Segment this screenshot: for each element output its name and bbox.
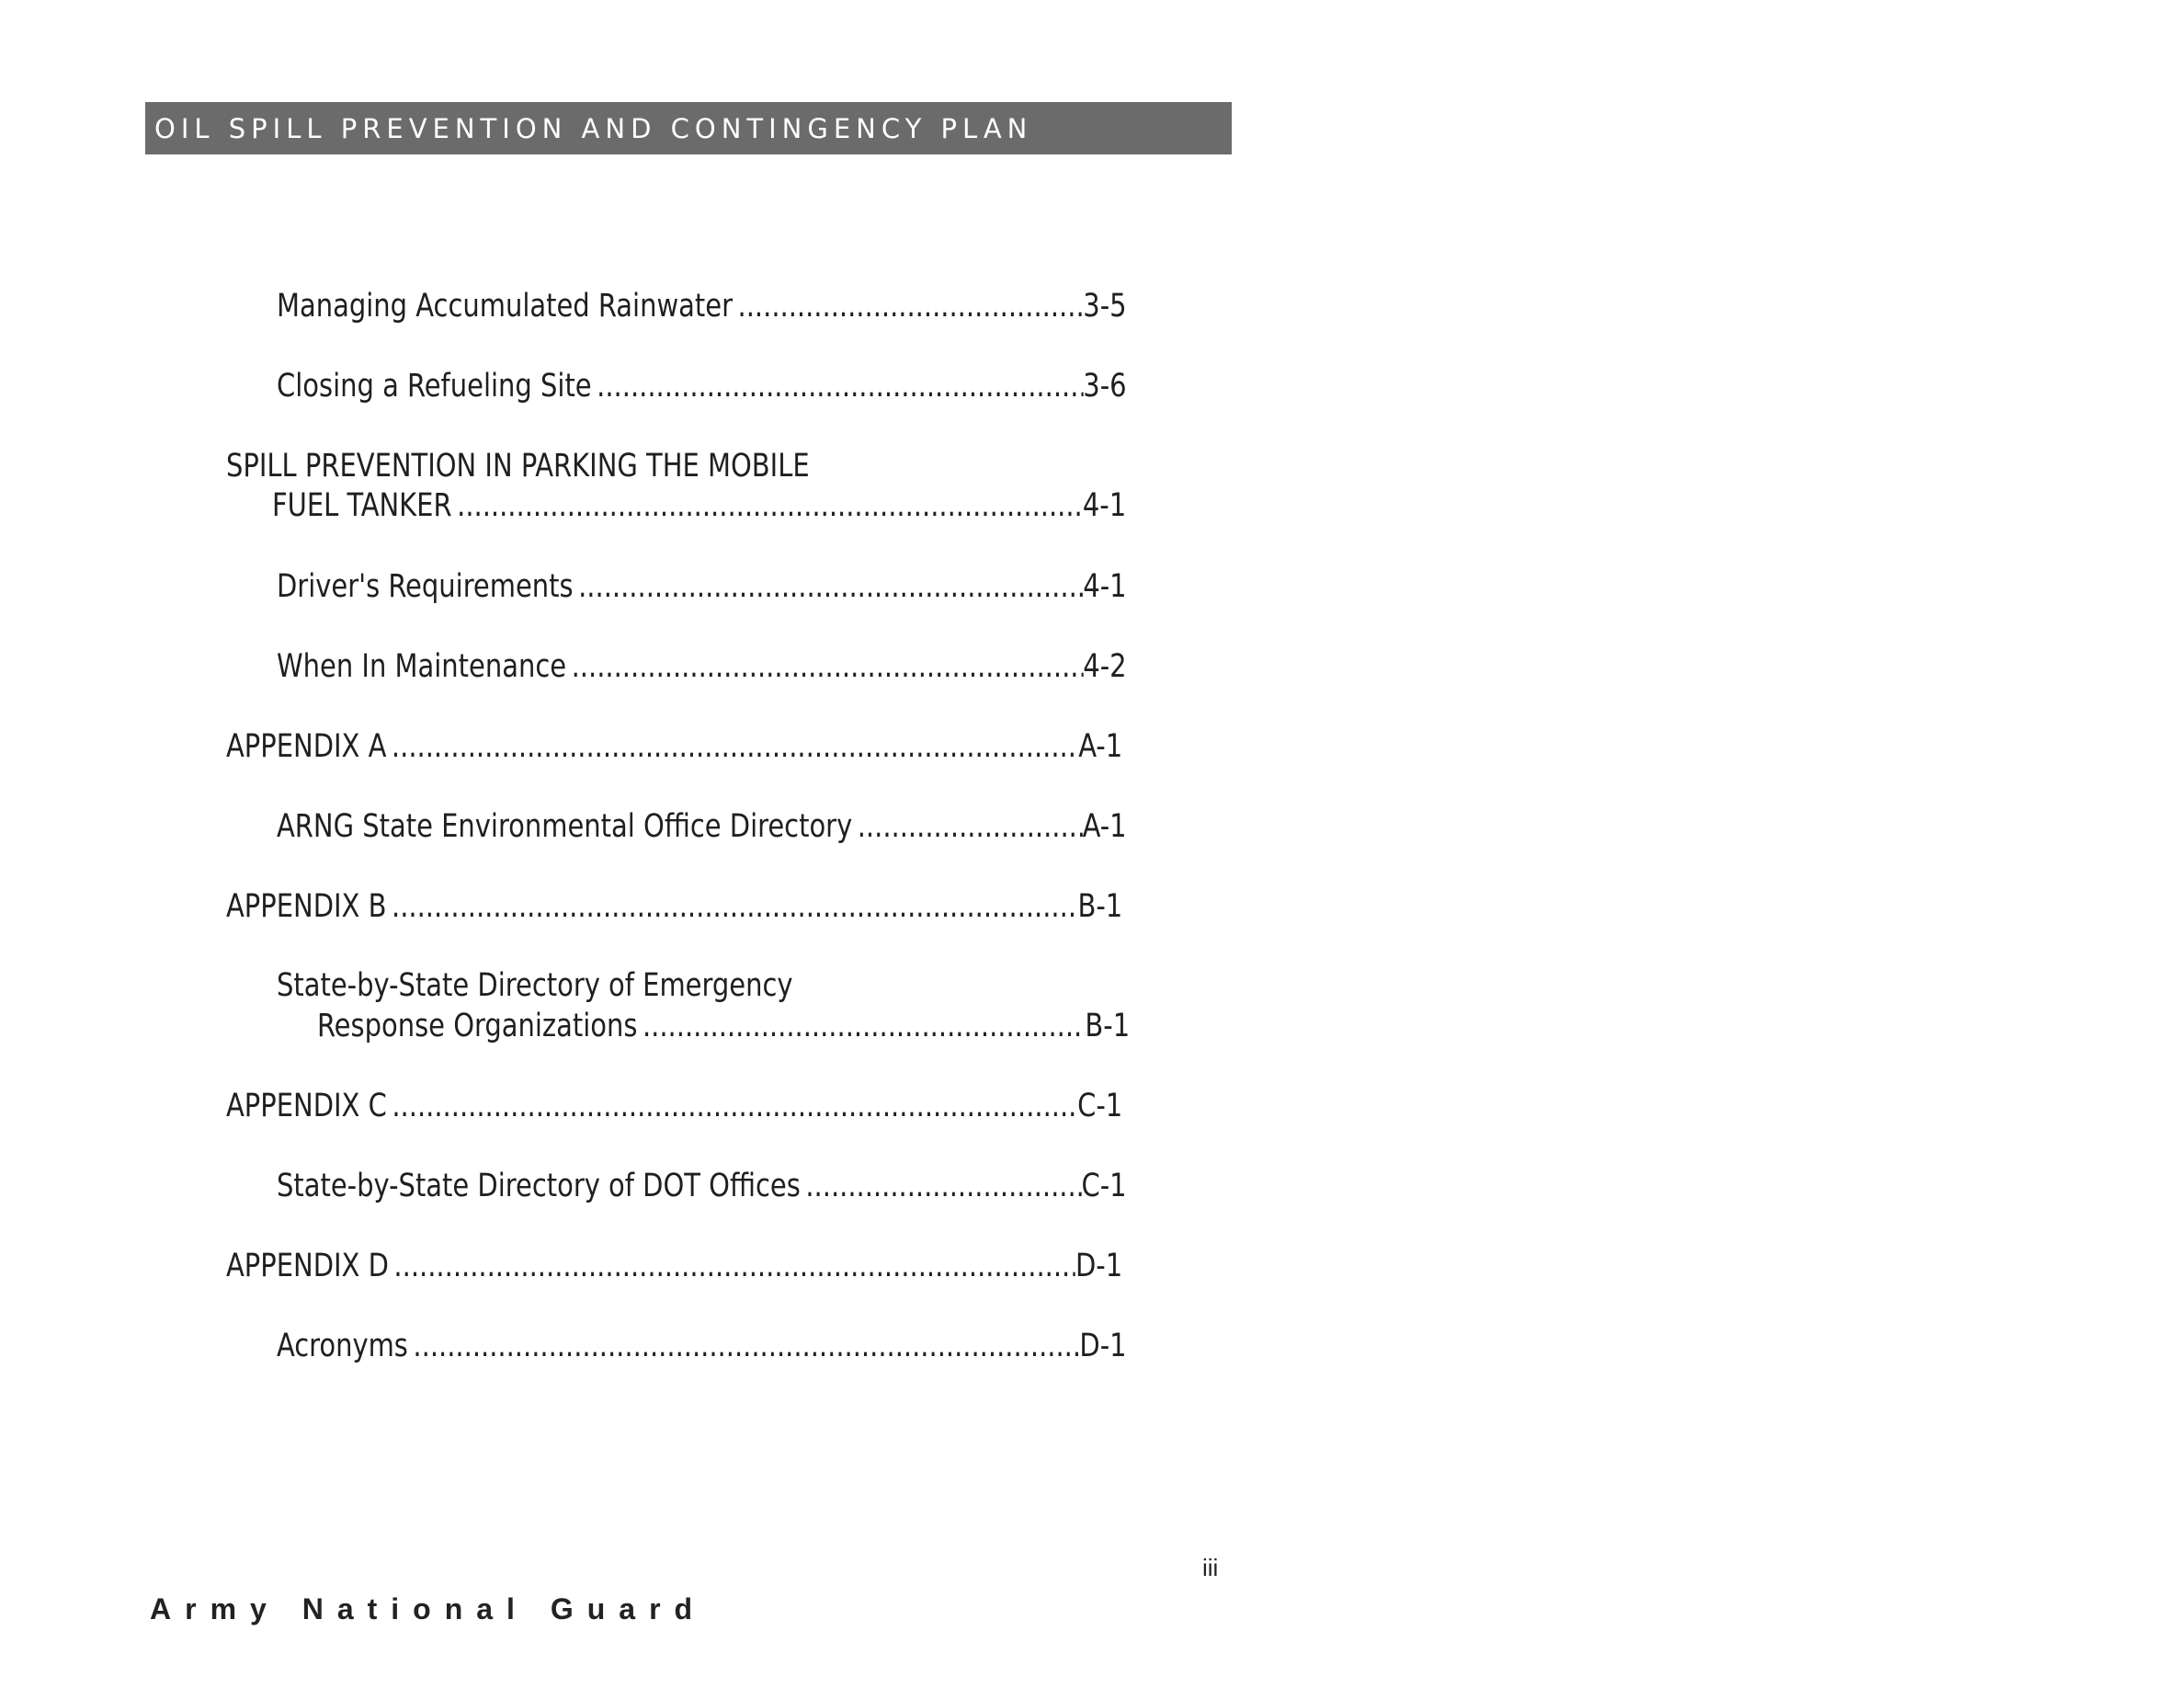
toc-entry-label: Response Organizations (317, 1008, 638, 1044)
toc-entry-page: C-1 (1077, 1088, 1123, 1124)
toc-entry-label: APPENDIX B (226, 888, 387, 925)
toc-entry-label: State-by-State Directory of DOT Offices (277, 1168, 801, 1204)
toc-entry-appendix-b[interactable] (226, 886, 1122, 927)
toc-entry-emergency-directory-line1[interactable]: State-by-State Directory of Emergency (277, 967, 793, 1004)
toc-entry-page: 4-1 (1083, 568, 1127, 605)
dot-leader (386, 726, 1078, 767)
header-bar (145, 102, 1232, 154)
toc-entry-page: D-1 (1079, 1328, 1127, 1364)
toc-entry-dot-directory[interactable] (277, 1166, 1127, 1206)
toc-entry-emergency-directory[interactable] (317, 1006, 1130, 1046)
toc-entry-maintenance[interactable] (277, 646, 1127, 687)
toc-entry-label: FUEL TANKER (272, 487, 452, 524)
toc-entry-appendix-d[interactable] (226, 1246, 1122, 1286)
toc-entry-page: D-1 (1075, 1248, 1123, 1284)
toc-entry-spill-prevention-line1[interactable]: SPILL PREVENTION IN PARKING THE MOBILE (226, 448, 810, 485)
dot-leader (387, 1086, 1077, 1126)
dot-leader (452, 485, 1083, 526)
toc-entry-page: 4-2 (1083, 648, 1127, 685)
toc-entry-page: 3-5 (1083, 288, 1127, 325)
toc-entry-appendix-a[interactable] (226, 726, 1122, 767)
toc-entry-page: A-1 (1082, 808, 1127, 845)
toc-entry-label: Driver's Requirements (277, 568, 574, 605)
dot-leader (574, 566, 1084, 607)
toc-entry-page: 3-6 (1083, 368, 1127, 405)
dot-leader (637, 1006, 1085, 1046)
toc-entry-label: ARNG State Environmental Office Directory (277, 808, 853, 845)
footer-organization: Army National Guard (150, 1592, 707, 1625)
toc-entry-drivers-requirements[interactable] (277, 566, 1127, 607)
toc-entry-spill-prevention[interactable] (272, 485, 1126, 526)
dot-leader (389, 1246, 1075, 1286)
toc-entry-managing-rainwater[interactable] (277, 286, 1127, 326)
dot-leader (852, 806, 1082, 847)
toc-entry-label: Acronyms (277, 1328, 408, 1364)
toc-entry-label: APPENDIX A (226, 728, 387, 765)
document-title: OIL SPILL PREVENTION AND CONTINGENCY PLAN (154, 112, 1033, 144)
toc-entry-page: B-1 (1085, 1008, 1131, 1044)
toc-entry-label: Managing Accumulated Rainwater (277, 288, 734, 325)
toc-entry-label: When In Maintenance (277, 648, 567, 685)
toc-entry-page: B-1 (1077, 888, 1123, 925)
dot-leader (733, 286, 1083, 326)
toc-entry-acronyms[interactable] (277, 1326, 1127, 1366)
dot-leader (566, 646, 1083, 687)
page-number: iii (1202, 1554, 1219, 1581)
dot-leader (408, 1326, 1079, 1366)
toc-entry-appendix-c[interactable] (226, 1086, 1122, 1126)
dot-leader (386, 886, 1077, 927)
toc-entry-label: APPENDIX D (226, 1248, 389, 1284)
toc-entry-arng-directory[interactable] (277, 806, 1127, 847)
toc-entry-label: Closing a Refueling Site (277, 368, 592, 405)
dot-leader (592, 366, 1084, 406)
toc-entry-closing-site[interactable] (277, 366, 1127, 406)
toc-entry-page: C-1 (1081, 1168, 1127, 1204)
toc-entry-page: 4-1 (1082, 487, 1127, 524)
toc-entry-page: A-1 (1078, 728, 1123, 765)
dot-leader (801, 1166, 1082, 1206)
toc-entry-label: APPENDIX C (226, 1088, 387, 1124)
